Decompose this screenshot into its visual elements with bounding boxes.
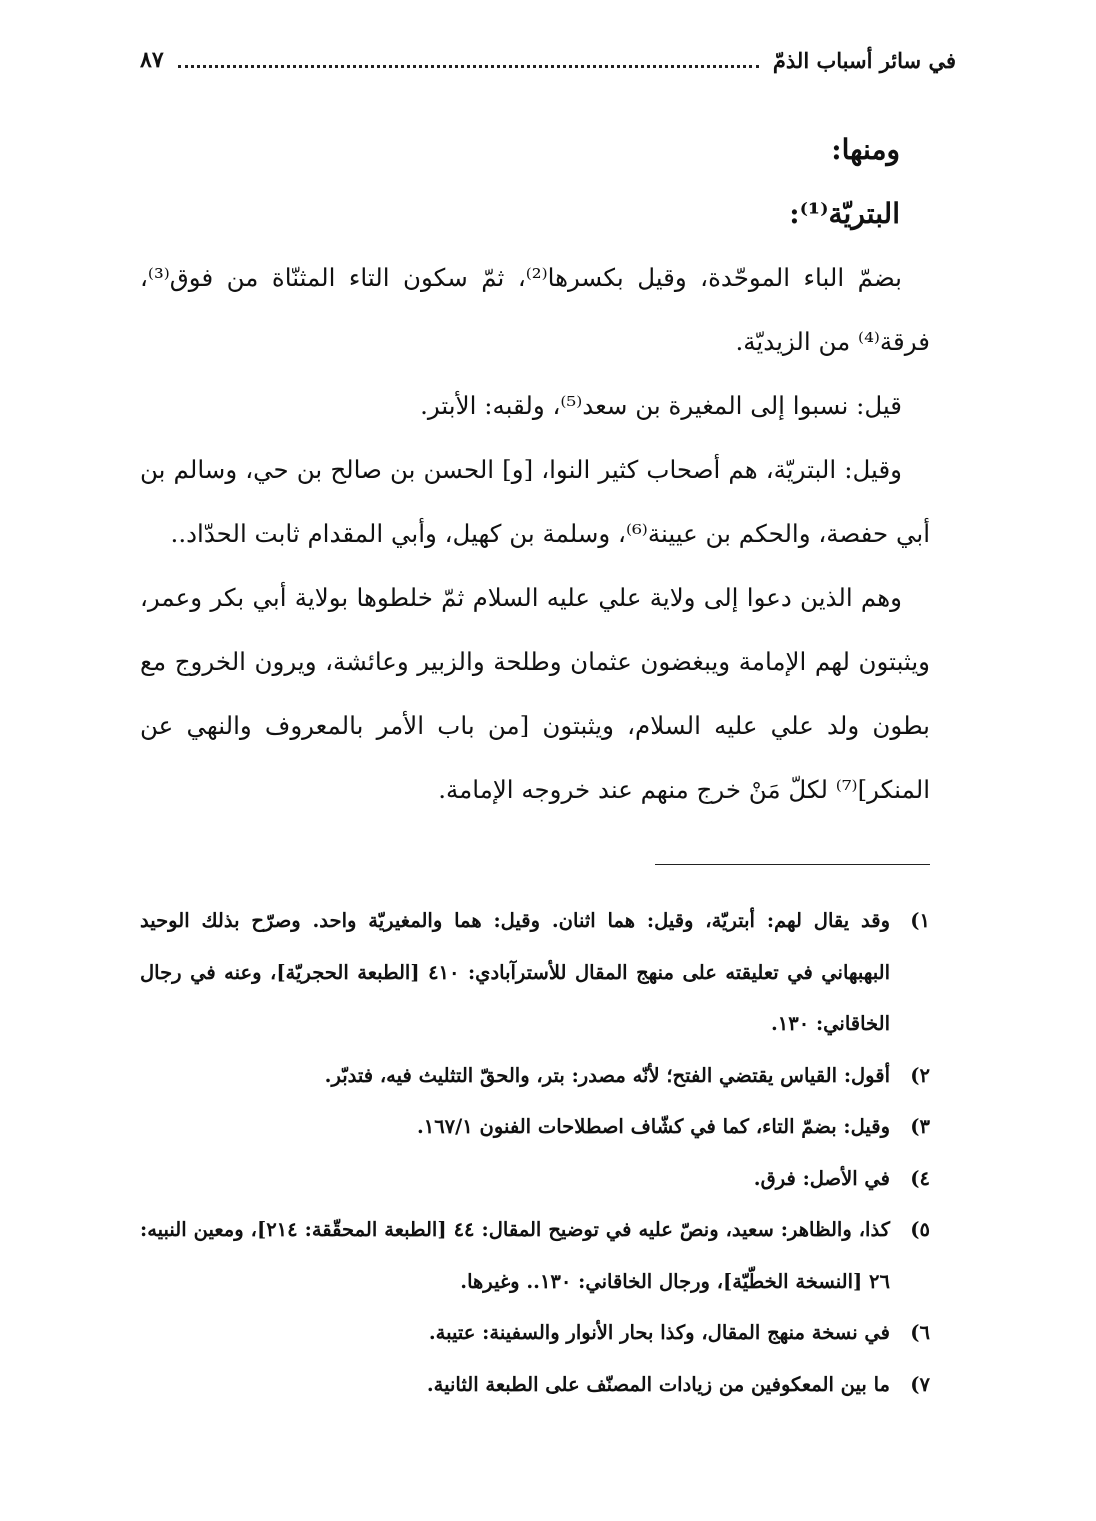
footnote-item [140,1153,930,1205]
footnote-text: في نسخة منهج المقال، وكذا بحار الأنوار والسفينة: عتيبة. [428,1321,890,1344]
page-number: ٨٧ [140,47,164,73]
dotted-leader [178,65,759,68]
section-heading: ومنها: [831,133,900,166]
subsection-heading: البتريّة⁽¹⁾: [789,197,900,230]
footnote-number: ٧) [910,1372,930,1396]
footnote-number: ٤) [910,1166,930,1190]
footnote-text: وقيل: بضمّ التاء، كما في كشّاف اصطلاحات الفنون ١٦٧/١. [416,1115,890,1138]
footnote-number: ٣) [910,1115,930,1138]
footnote-item [140,1101,930,1153]
footnote-text: أقول: القياس يقتضي الفتح؛ لأنّه مصدر: بتر، والحقّ التثليث فيه، فتدبّر. [324,1063,890,1087]
footnote-separator [655,864,930,865]
footnote-text: في الأصل: فرق. [753,1166,890,1190]
footnote-item [140,1359,930,1411]
paragraph: وقيل: البتريّة، هم أصحاب كثير النوا، [و] الحسن بن صالح بن حي، وسالم بن أبي حفصة، والحكم بن عيينة⁽⁶⁾، وسلمة بن كهيل، وأبي المقدام ثابت الحدّاد.. [140,455,930,548]
footnote-item [140,895,930,1050]
footnote-number: ٦) [910,1321,930,1344]
running-header [140,40,956,80]
footnotes [140,895,930,1410]
running-title: في سائر أسباب الذمّ [772,47,956,73]
paragraph: قيل: نسبوا إلى المغيرة بن سعد⁽⁵⁾، ولقبه: الأبتر. [420,391,902,420]
main-text [140,118,930,822]
footnote-item [140,1204,930,1307]
footnote-text: ما بين المعكوفين من زيادات المصنّف على الطبعة الثانية. [426,1372,890,1396]
paragraph: بضمّ الباء الموحّدة، وقيل بكسرها⁽²⁾، ثمّ سكون التاء المثنّاة من فوق⁽³⁾، فرقة⁽⁴⁾ من الزيديّة. [140,263,930,356]
paragraph: وهم الذين دعوا إلى ولاية علي عليه السلام ثمّ خلطوها بولاية أبي بكر وعمر، ويثبتون لهم الإمامة ويبغضون عثمان وطلحة والزبير وعائشة، ويرون الخروج مع بطون ولد علي عليه السلام، ويثبتون [من باب الأمر بالمعروف والنهي عن المنكر]⁽⁷⁾ لكلّ مَنْ خرج منهم عند خروجه الإمامة. [140,583,930,804]
footnote-text: كذا، والظاهر: سعيد، ونصّ عليه في توضيح المقال: ٤٤ [الطبعة المحقّقة: ٢١٤]، ومعين النبيه: ٢٦ [النسخة الخطّيّة]، ورجال الخاقاني: ١٣٠.. وغيرها. [140,1218,890,1293]
footnote-item [140,1050,930,1102]
footnote-item [140,1307,930,1359]
footnote-text: وقد يقال لهم: أبتريّة، وقيل: هما اثنان. وقيل: هما والمغيريّة واحد. وصرّح بذلك الوحيد البهبهاني في تعليقته على منهج المقال للأسترآبادي: ٤١٠ [الطبعة الحجريّة]، وعنه في رجال الخاقاني: ١٣٠. [140,909,890,1035]
footnote-number: ١) [910,909,930,932]
footnote-number: ٥) [910,1218,930,1241]
footnote-number: ٢) [910,1063,930,1087]
